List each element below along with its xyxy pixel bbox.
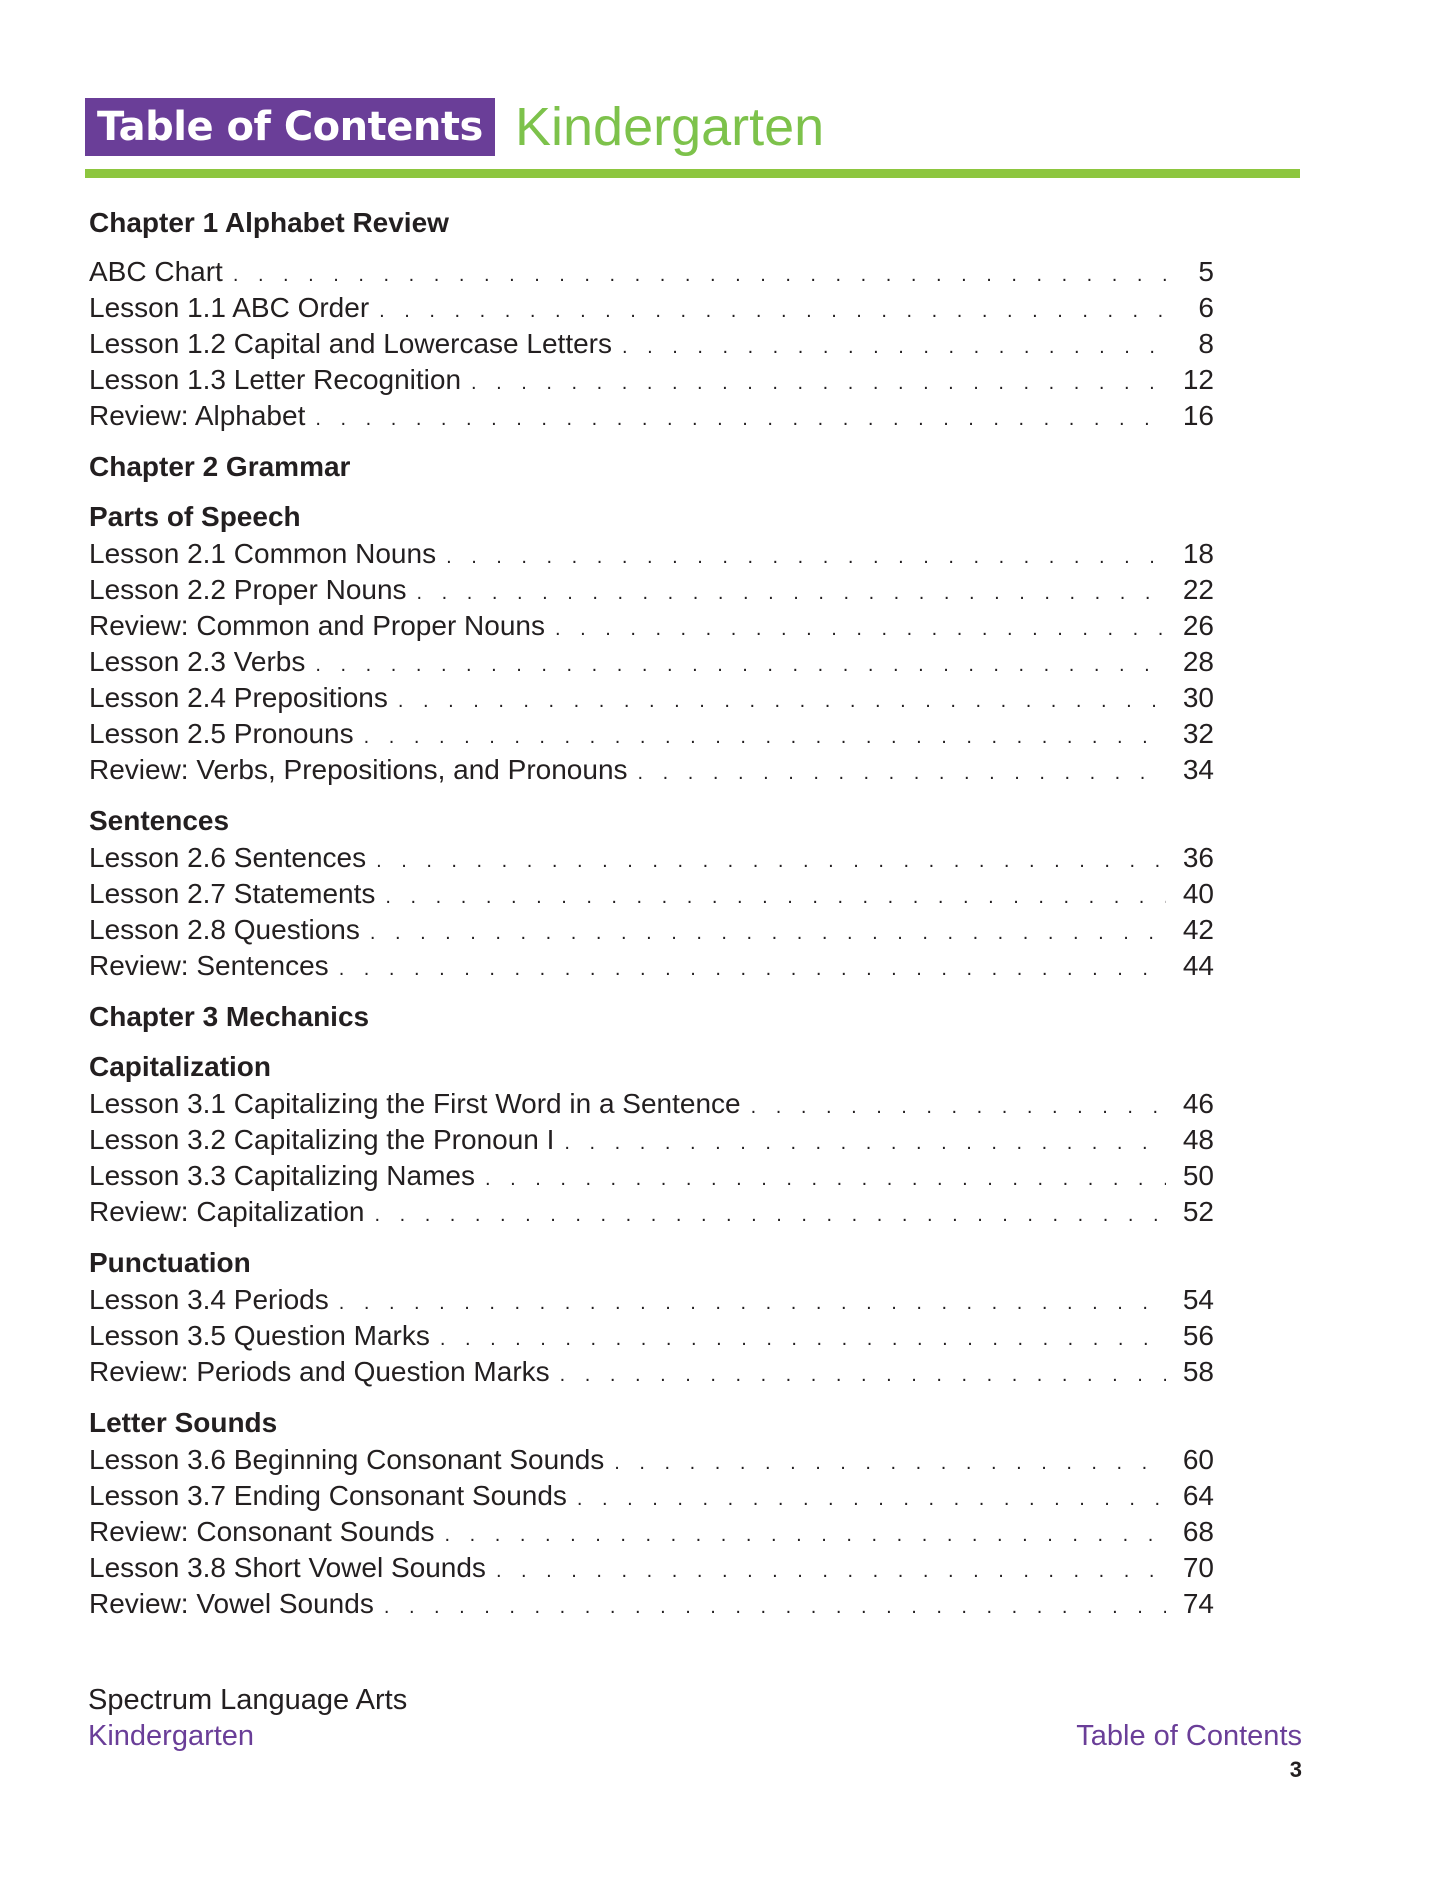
entry-label: Review: Vowel Sounds xyxy=(89,1588,374,1619)
dot-leader xyxy=(339,951,1166,987)
toc-entry[interactable] xyxy=(89,398,1214,434)
section-heading: Punctuation xyxy=(89,1247,251,1278)
page-number: 3 xyxy=(1289,1757,1302,1782)
dot-leader xyxy=(440,1321,1166,1357)
dot-leader xyxy=(560,1357,1166,1393)
entry-page-number: 42 xyxy=(1182,914,1214,945)
entry-page-number: 32 xyxy=(1182,718,1214,749)
entry-label: Review: Common and Proper Nouns xyxy=(89,610,545,641)
dot-leader xyxy=(370,915,1166,951)
entry-label: Lesson 3.4 Periods xyxy=(89,1284,329,1315)
table-of-contents xyxy=(89,204,1214,1636)
dot-leader xyxy=(385,879,1166,915)
chapter-heading: Chapter 1 Alphabet Review xyxy=(89,207,449,238)
grade-heading: Kindergarten xyxy=(515,97,825,157)
page-title: Table of Contents xyxy=(85,98,495,156)
entry-label: Review: Periods and Question Marks xyxy=(89,1356,550,1387)
toc-entry[interactable] xyxy=(89,1194,1214,1230)
toc-entry[interactable] xyxy=(89,1158,1214,1194)
toc-entry[interactable] xyxy=(89,912,1214,948)
entry-page-number: 5 xyxy=(1198,256,1214,287)
toc-entry[interactable] xyxy=(89,362,1214,398)
footer-grade: Kindergarten xyxy=(88,1720,255,1752)
entry-label: Lesson 2.3 Verbs xyxy=(89,646,306,677)
section-heading: Sentences xyxy=(89,805,230,836)
toc-section xyxy=(89,254,1214,434)
toc-section xyxy=(89,498,1214,788)
toc-entry[interactable] xyxy=(89,536,1214,572)
toc-entry[interactable] xyxy=(89,608,1214,644)
entry-page-number: 28 xyxy=(1182,646,1214,677)
toc-entry[interactable] xyxy=(89,290,1214,326)
toc-entry[interactable] xyxy=(89,1086,1214,1122)
dot-leader xyxy=(233,257,1166,293)
entry-label: Lesson 1.3 Letter Recognition xyxy=(89,364,462,395)
footer-series: Spectrum Language Arts xyxy=(88,1684,408,1716)
section-heading: Capitalization xyxy=(89,1051,272,1082)
dot-leader xyxy=(339,1285,1166,1321)
toc-entry[interactable] xyxy=(89,1354,1214,1390)
entry-page-number: 36 xyxy=(1182,842,1214,873)
dot-leader xyxy=(638,755,1166,791)
entry-label: Review: Consonant Sounds xyxy=(89,1516,435,1547)
dot-leader xyxy=(376,843,1166,879)
entry-label: Lesson 3.5 Question Marks xyxy=(89,1320,430,1351)
toc-entry[interactable] xyxy=(89,716,1214,752)
entry-page-number: 46 xyxy=(1182,1088,1214,1119)
toc-entry[interactable] xyxy=(89,1122,1214,1158)
footer-left xyxy=(88,1682,407,1754)
toc-entry[interactable] xyxy=(89,326,1214,362)
toc-entry[interactable] xyxy=(89,876,1214,912)
chapter-heading: Chapter 2 Grammar xyxy=(89,451,351,482)
entry-label: ABC Chart xyxy=(89,256,223,287)
entry-label: Lesson 2.8 Questions xyxy=(89,914,360,945)
entry-label: Review: Alphabet xyxy=(89,400,306,431)
entry-page-number: 22 xyxy=(1182,574,1214,605)
dot-leader xyxy=(471,365,1166,401)
page-header xyxy=(85,98,1300,178)
entry-page-number: 34 xyxy=(1182,754,1214,785)
dot-leader xyxy=(315,401,1166,437)
entry-page-number: 68 xyxy=(1182,1516,1214,1547)
toc-entry[interactable] xyxy=(89,752,1214,788)
entry-label: Lesson 1.2 Capital and Lowercase Letters xyxy=(89,328,612,359)
dot-leader xyxy=(496,1553,1166,1589)
toc-entry[interactable] xyxy=(89,1282,1214,1318)
entry-label: Lesson 1.1 ABC Order xyxy=(89,292,370,323)
entry-label: Lesson 3.8 Short Vowel Sounds xyxy=(89,1552,486,1583)
toc-entry[interactable] xyxy=(89,680,1214,716)
entry-page-number: 18 xyxy=(1182,538,1214,569)
toc-entry[interactable] xyxy=(89,1442,1214,1478)
toc-section xyxy=(89,1244,1214,1390)
footer-section: Table of Contents xyxy=(1076,1720,1302,1752)
dot-leader xyxy=(364,719,1166,755)
entry-label: Review: Verbs, Prepositions, and Pronouns xyxy=(89,754,628,785)
toc-entry[interactable] xyxy=(89,254,1214,290)
entry-page-number: 40 xyxy=(1182,878,1214,909)
toc-section xyxy=(89,802,1214,984)
entry-label: Lesson 2.2 Proper Nouns xyxy=(89,574,407,605)
chapter-heading: Chapter 3 Mechanics xyxy=(89,1001,370,1032)
toc-entry[interactable] xyxy=(89,948,1214,984)
entry-label: Lesson 2.1 Common Nouns xyxy=(89,538,437,569)
dot-leader xyxy=(445,1517,1166,1553)
entry-label: Lesson 2.6 Sentences xyxy=(89,842,367,873)
entry-page-number: 6 xyxy=(1198,292,1214,323)
dot-leader xyxy=(555,611,1166,647)
entry-page-number: 64 xyxy=(1182,1480,1214,1511)
entry-label: Lesson 3.7 Ending Consonant Sounds xyxy=(89,1480,567,1511)
dot-leader xyxy=(374,1197,1166,1233)
header-divider xyxy=(85,169,1300,178)
toc-section xyxy=(89,1048,1214,1230)
entry-label: Lesson 3.3 Capitalizing Names xyxy=(89,1160,475,1191)
entry-label: Lesson 3.2 Capitalizing the Pronoun I xyxy=(89,1124,555,1155)
dot-leader xyxy=(446,539,1166,575)
entry-page-number: 70 xyxy=(1182,1552,1214,1583)
entry-page-number: 12 xyxy=(1182,364,1214,395)
toc-section xyxy=(89,1404,1214,1622)
entry-page-number: 26 xyxy=(1182,610,1214,641)
entry-page-number: 44 xyxy=(1182,950,1214,981)
dot-leader xyxy=(485,1161,1166,1197)
entry-page-number: 58 xyxy=(1182,1356,1214,1387)
toc-entry[interactable] xyxy=(89,1514,1214,1550)
dot-leader xyxy=(379,293,1166,329)
entry-page-number: 56 xyxy=(1182,1320,1214,1351)
toc-entry[interactable] xyxy=(89,644,1214,680)
entry-label: Lesson 2.4 Prepositions xyxy=(89,682,388,713)
dot-leader xyxy=(384,1589,1166,1625)
entry-page-number: 60 xyxy=(1182,1444,1214,1475)
entry-page-number: 48 xyxy=(1182,1124,1214,1155)
entry-label: Lesson 2.7 Statements xyxy=(89,878,376,909)
entry-page-number: 8 xyxy=(1198,328,1214,359)
toc-entry[interactable] xyxy=(89,1478,1214,1514)
entry-label: Lesson 3.6 Beginning Consonant Sounds xyxy=(89,1444,605,1475)
dot-leader xyxy=(577,1481,1166,1517)
entry-label: Lesson 3.1 Capitalizing the First Word in a Sentence xyxy=(89,1088,741,1119)
entry-label: Review: Sentences xyxy=(89,950,329,981)
dot-leader xyxy=(417,575,1166,611)
entry-page-number: 30 xyxy=(1182,682,1214,713)
dot-leader xyxy=(614,1445,1166,1481)
dot-leader xyxy=(751,1089,1166,1125)
entry-page-number: 74 xyxy=(1182,1588,1214,1619)
entry-label: Review: Capitalization xyxy=(89,1196,365,1227)
dot-leader xyxy=(622,329,1166,365)
entry-page-number: 54 xyxy=(1182,1284,1214,1315)
dot-leader xyxy=(398,683,1166,719)
toc-entry[interactable] xyxy=(89,1550,1214,1586)
dot-leader xyxy=(564,1125,1166,1161)
entry-label: Lesson 2.5 Pronouns xyxy=(89,718,354,749)
section-heading: Letter Sounds xyxy=(89,1407,278,1438)
section-heading: Parts of Speech xyxy=(89,501,301,532)
toc-entry[interactable] xyxy=(89,840,1214,876)
toc-entry[interactable] xyxy=(89,1586,1214,1622)
dot-leader xyxy=(315,647,1166,683)
toc-entry[interactable] xyxy=(89,1318,1214,1354)
entry-page-number: 50 xyxy=(1182,1160,1214,1191)
entry-page-number: 16 xyxy=(1182,400,1214,431)
toc-entry[interactable] xyxy=(89,572,1214,608)
entry-page-number: 52 xyxy=(1182,1196,1214,1227)
